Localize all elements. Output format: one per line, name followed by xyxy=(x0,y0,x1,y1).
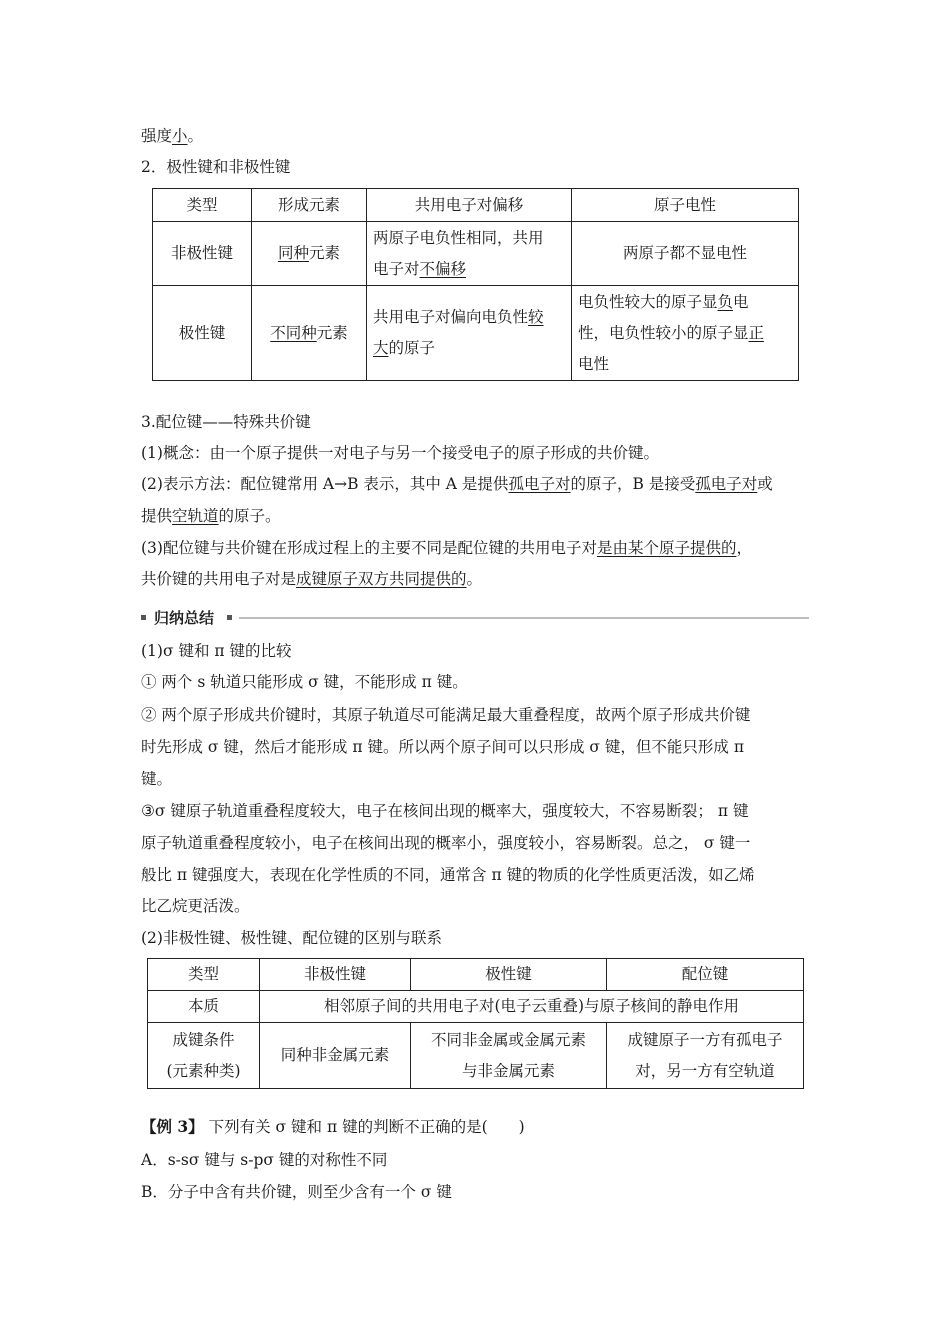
square-bullet-icon xyxy=(227,615,232,620)
text-line: ③σ 键原子轨道重叠程度较大，电子在核间出现的概率大，强度较大，不容易断裂； π 键 xyxy=(141,802,749,820)
text-line: 提供空轨道的原子。 xyxy=(141,507,281,525)
polar-bond-table xyxy=(152,188,799,381)
table-header: 配位键 xyxy=(607,959,804,991)
divider xyxy=(239,617,809,619)
table-header-row xyxy=(153,189,799,222)
text-line: (3)配位键与共价键在形成过程上的主要不同是配位键的共用电子对是由某个原子提供的， xyxy=(141,539,752,557)
table-row xyxy=(148,1023,804,1089)
text-line: (2)非极性键、极性键、配位键的区别与联系 xyxy=(141,929,442,947)
table-row xyxy=(153,222,799,286)
text-line: ② 两个原子形成共价键时，其原子轨道尽可能满足最大重叠程度，故两个原子形成共价键 xyxy=(141,706,751,724)
text-line: (1)σ 键和 π 键的比较 xyxy=(141,642,292,660)
text-line: 共价键的共用电子对是成键原子双方共同提供的。 xyxy=(141,570,483,588)
text-line: (2)表示方法：配位键常用 A→B 表示，其中 A 是提供孤电子对的原子，B 是接受孤电子对或 xyxy=(141,475,773,493)
text-line: 原子轨道重叠程度较小，电子在核间出现的概率小，强度较小，容易断裂。总之， σ 键一 xyxy=(141,834,751,852)
table-header: 类型 xyxy=(153,189,252,222)
table-header: 类型 xyxy=(148,959,260,991)
table-row xyxy=(148,991,804,1023)
bond-comparison-table xyxy=(147,958,804,1089)
text-line: (1)概念：由一个原子提供一对电子与另一个接受电子的原子形成的共价键。 xyxy=(141,444,659,462)
table-cell: 共用电子对偏向电负性较 大的原子 xyxy=(367,286,572,381)
table-cell: 不同种元素 xyxy=(252,286,367,381)
text-line: 比乙烷更活泼。 xyxy=(141,897,250,915)
example-question: 【例 3】 下列有关 σ 键和 π 键的判断不正确的是( ) xyxy=(141,1117,525,1136)
text-line: 键。 xyxy=(141,770,173,788)
text-line: 强度小。 xyxy=(141,127,204,145)
table-cell: 两原子都不显电性 xyxy=(572,222,799,286)
option-b: B．分子中含有共价键，则至少含有一个 σ 键 xyxy=(141,1183,452,1201)
text-line: 般比 π 键强度大，表现在化学性质的不同，通常含 π 键的物质的化学性质更活泼，如乙烯 xyxy=(141,866,755,884)
table-cell: 两原子电负性相同，共用 电子对不偏移 xyxy=(367,222,572,286)
summary-heading xyxy=(141,608,809,628)
table-cell: 同种非金属元素 xyxy=(260,1023,411,1089)
table-cell: 成键条件 (元素种类) xyxy=(148,1023,260,1089)
text-line: ① 两个 s 轨道只能形成 σ 键，不能形成 π 键。 xyxy=(141,673,468,691)
table-cell: 成键原子一方有孤电子 对，另一方有空轨道 xyxy=(607,1023,804,1089)
table-cell: 相邻原子间的共用电子对(电子云重叠)与原子核间的静电作用 xyxy=(260,991,804,1023)
table-header: 共用电子对偏移 xyxy=(367,189,572,222)
table-header-row xyxy=(148,959,804,991)
summary-title: 归纳总结 xyxy=(154,609,215,627)
table-cell: 不同非金属或金属元素 与非金属元素 xyxy=(411,1023,607,1089)
table-header: 非极性键 xyxy=(260,959,411,991)
table-cell: 本质 xyxy=(148,991,260,1023)
table-header: 极性键 xyxy=(411,959,607,991)
section-heading: 2．极性键和非极性键 xyxy=(141,158,291,176)
table-cell: 非极性键 xyxy=(153,222,252,286)
table-header: 形成元素 xyxy=(252,189,367,222)
table-cell: 电负性较大的原子显负电 性，电负性较小的原子显正 电性 xyxy=(572,286,799,381)
table-header: 原子电性 xyxy=(572,189,799,222)
option-a: A．s-sσ 键与 s-pσ 键的对称性不同 xyxy=(141,1151,388,1169)
text-line: 时先形成 σ 键，然后才能形成 π 键。所以两个原子间可以只形成 σ 键，但不能只形成 π xyxy=(141,738,745,756)
table-cell: 同种元素 xyxy=(252,222,367,286)
square-bullet-icon xyxy=(141,615,146,620)
example-label: 【例 3】 xyxy=(141,1117,204,1136)
section-heading: 3.配位键——特殊共价键 xyxy=(141,413,311,431)
table-cell: 极性键 xyxy=(153,286,252,381)
table-row xyxy=(153,286,799,381)
